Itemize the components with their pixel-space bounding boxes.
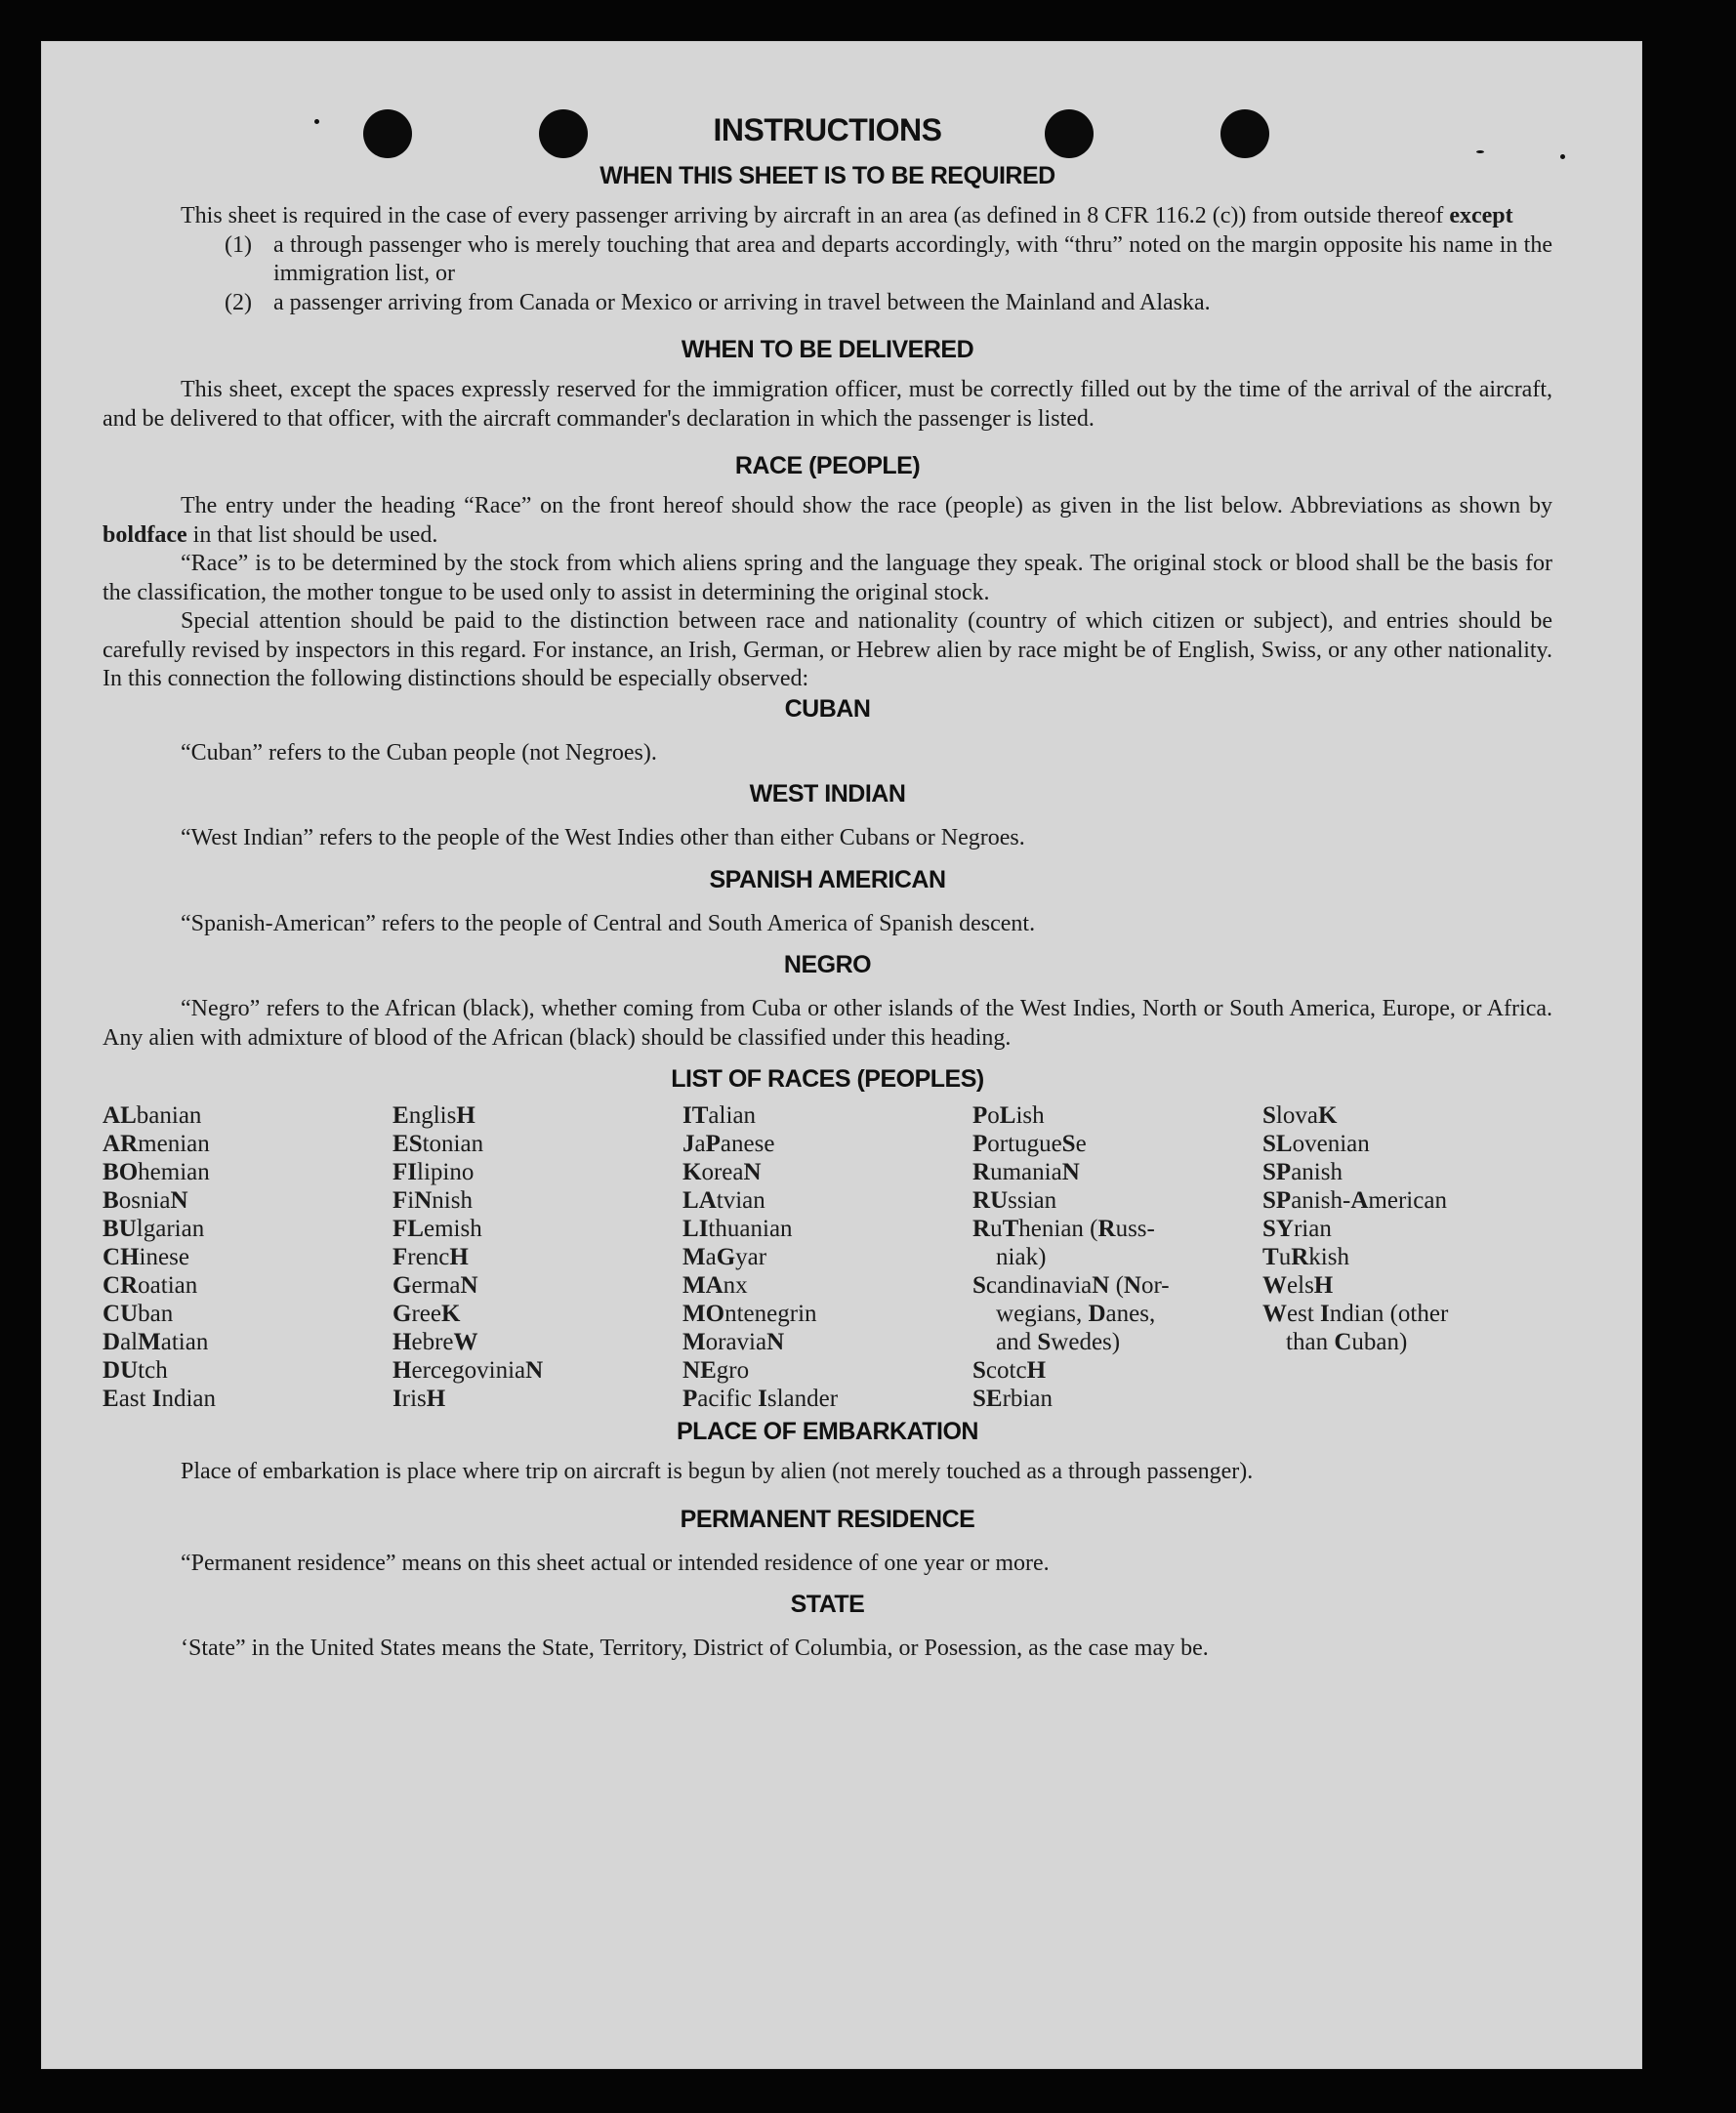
race-list-item: RumaniaN — [972, 1159, 1080, 1185]
page-title: INSTRUCTIONS — [713, 112, 942, 147]
race-list-item: BosniaN — [103, 1187, 188, 1214]
race-list-item: RUssian — [972, 1187, 1057, 1214]
heading-state: STATE — [790, 1591, 865, 1618]
race-list-item: GreeK — [393, 1301, 461, 1327]
race-list-item: PortugueSe — [972, 1131, 1087, 1157]
west-indian-text: “West Indian” refers to the people of the West Indies other than either Cubans or Negroes. — [181, 825, 1025, 850]
race-list-column-4 — [972, 1101, 1262, 1413]
race-list-item: MOntenegrin — [682, 1301, 817, 1327]
race-list-item: BUlgarian — [103, 1216, 205, 1242]
race-p2: “Race” is to be determined by the stock from which aliens spring and the language they speak. The original stock or blood shall be the basis for the classification, the mother tongue to be used only to assist in determining the original stock. — [103, 551, 1552, 605]
race-list-item: SLovenian — [1262, 1131, 1370, 1157]
race-list-item: IrisH — [393, 1386, 446, 1412]
race-list-item: SPanish — [1262, 1159, 1343, 1185]
heading-residence: PERMANENT RESIDENCE — [680, 1505, 975, 1533]
race-list — [103, 1101, 1552, 1413]
race-list-item: than Cuban) — [1286, 1329, 1408, 1355]
heading-embarkation: PLACE OF EMBARKATION — [677, 1418, 978, 1445]
race-list-column-5 — [1262, 1101, 1552, 1413]
race-list-item: GermaN — [393, 1272, 478, 1299]
race-list-item: TuRkish — [1262, 1244, 1349, 1270]
race-list-column-1 — [103, 1101, 393, 1413]
required-item-1: (1) a through passenger who is merely touching that area and departs accordingly, with “thru” noted on the margin opposite his name in the immigration list, or — [225, 231, 1552, 286]
race-list-item: ITalian — [682, 1102, 757, 1129]
document-content — [103, 112, 1552, 1664]
race-list-column-2 — [393, 1101, 682, 1413]
race-list-item: Pacific Islander — [682, 1386, 839, 1412]
negro-text: “Negro” refers to the African (black), whether coming from Cuba or other islands of the West Indies, North or South America, Europe, or Africa. Any alien with admixture of blood of the African (black) should be classified under this heading. — [103, 996, 1552, 1051]
heading-delivered: WHEN TO BE DELIVERED — [681, 336, 974, 363]
race-list-item: East Indian — [103, 1386, 217, 1412]
race-list-item: FiNnish — [393, 1187, 473, 1214]
race-list-item: FIlipino — [393, 1159, 475, 1185]
race-list-item: PoLish — [972, 1102, 1045, 1129]
race-list-item: FrencH — [393, 1244, 469, 1270]
cuban-text: “Cuban” refers to the Cuban people (not Negroes). — [181, 739, 657, 766]
race-list-item: LAtvian — [682, 1187, 765, 1214]
race-list-item: West Indian (other — [1262, 1301, 1449, 1327]
race-list-item: HercegoviniaN — [393, 1357, 544, 1384]
race-p1: The entry under the heading “Race” on the front hereof should show the race (people) as given in the list below. Abbreviations as shown by boldface in that list should be used. — [103, 493, 1552, 548]
heading-negro: NEGRO — [783, 951, 872, 978]
heading-west-indian: WEST INDIAN — [749, 780, 906, 808]
speck — [1560, 154, 1565, 159]
race-list-item: FLemish — [393, 1216, 482, 1242]
race-list-item: ALbanian — [103, 1102, 202, 1129]
race-list-item: RuThenian (Russ- — [972, 1216, 1155, 1242]
race-list-item: EnglisH — [393, 1102, 475, 1129]
race-list-item: DalMatian — [103, 1329, 209, 1355]
heading-race-list: LIST OF RACES (PEOPLES) — [671, 1065, 984, 1093]
race-list-item: DUtch — [103, 1357, 168, 1384]
race-list-item: SYrian — [1262, 1216, 1332, 1242]
heading-spanish-american: SPANISH AMERICAN — [709, 865, 946, 893]
race-list-item: MoraviaN — [682, 1329, 785, 1355]
race-list-item: wegians, Danes, — [996, 1301, 1156, 1327]
race-list-item: BOhemian — [103, 1159, 210, 1185]
heading-cuban: CUBAN — [784, 694, 871, 723]
delivered-text: This sheet, except the spaces expressly reserved for the immigration officer, must be correctly filled out by the time of the arrival of the aircraft, and be delivered to that officer, with the aircraft commander's declaration in which the passenger is listed. — [103, 377, 1552, 432]
heading-race: RACE (PEOPLE) — [734, 452, 921, 479]
race-list-item: SlovaK — [1262, 1102, 1338, 1129]
race-list-item: ScotcH — [972, 1357, 1047, 1384]
heading-required: WHEN THIS SHEET IS TO BE REQUIRED — [599, 162, 1055, 189]
race-list-item: CRoatian — [103, 1272, 198, 1299]
race-list-item: JaPanese — [682, 1131, 775, 1157]
race-list-item: EStonian — [393, 1131, 484, 1157]
spanish-american-text: “Spanish-American” refers to the people of Central and South America of Spanish descent. — [181, 910, 1036, 936]
race-list-item: niak) — [996, 1244, 1047, 1270]
race-p3: Special attention should be paid to the distinction between race and nationality (country of which citizen or subject), and entries should be carefully revised by inspectors in this regard. For instance, an Irish, German, or Hebrew alien by race might be of English, Swiss, or any other nationality. In this connection the following distinctions should be especially observed: — [103, 608, 1552, 691]
race-list-item: ScandinaviaN (Nor- — [972, 1272, 1170, 1299]
race-list-item: WelsH — [1262, 1272, 1334, 1299]
race-list-item: MAnx — [682, 1272, 748, 1299]
required-intro-bold: except — [1449, 203, 1513, 228]
race-list-item: LIthuanian — [682, 1216, 793, 1242]
race-list-item: KoreaN — [682, 1159, 762, 1185]
race-list-item: CHinese — [103, 1244, 189, 1270]
race-list-column-3 — [682, 1101, 972, 1413]
residence-text: “Permanent residence” means on this sheet actual or intended residence of one year or more. — [181, 1550, 1050, 1576]
race-list-item: MaGyar — [682, 1244, 767, 1270]
race-list-item: and Swedes) — [996, 1329, 1121, 1355]
embarkation-text: Place of embarkation is place where trip on aircraft is begun by alien (not merely touched as a through passenger). — [181, 1459, 1254, 1484]
race-list-item: HebreW — [393, 1329, 478, 1355]
race-list-item: NEgro — [682, 1357, 750, 1384]
race-list-item: ARmenian — [103, 1131, 210, 1157]
state-text: ‘State” in the United States means the State, Territory, District of Columbia, or Posession, as the case may be. — [181, 1636, 1209, 1661]
required-intro: This sheet is required in the case of every passenger arriving by aircraft in an area (as defined in 8 CFR 116.2 (c)) from outside thereof except — [181, 203, 1513, 228]
race-list-item: SErbian — [972, 1386, 1053, 1412]
race-list-item: CUban — [103, 1301, 174, 1327]
required-item-2: (2) a passenger arriving from Canada or Mexico or arriving in travel between the Mainland and Alaska. — [225, 289, 1211, 315]
race-list-item: SPanish-American — [1262, 1187, 1447, 1214]
